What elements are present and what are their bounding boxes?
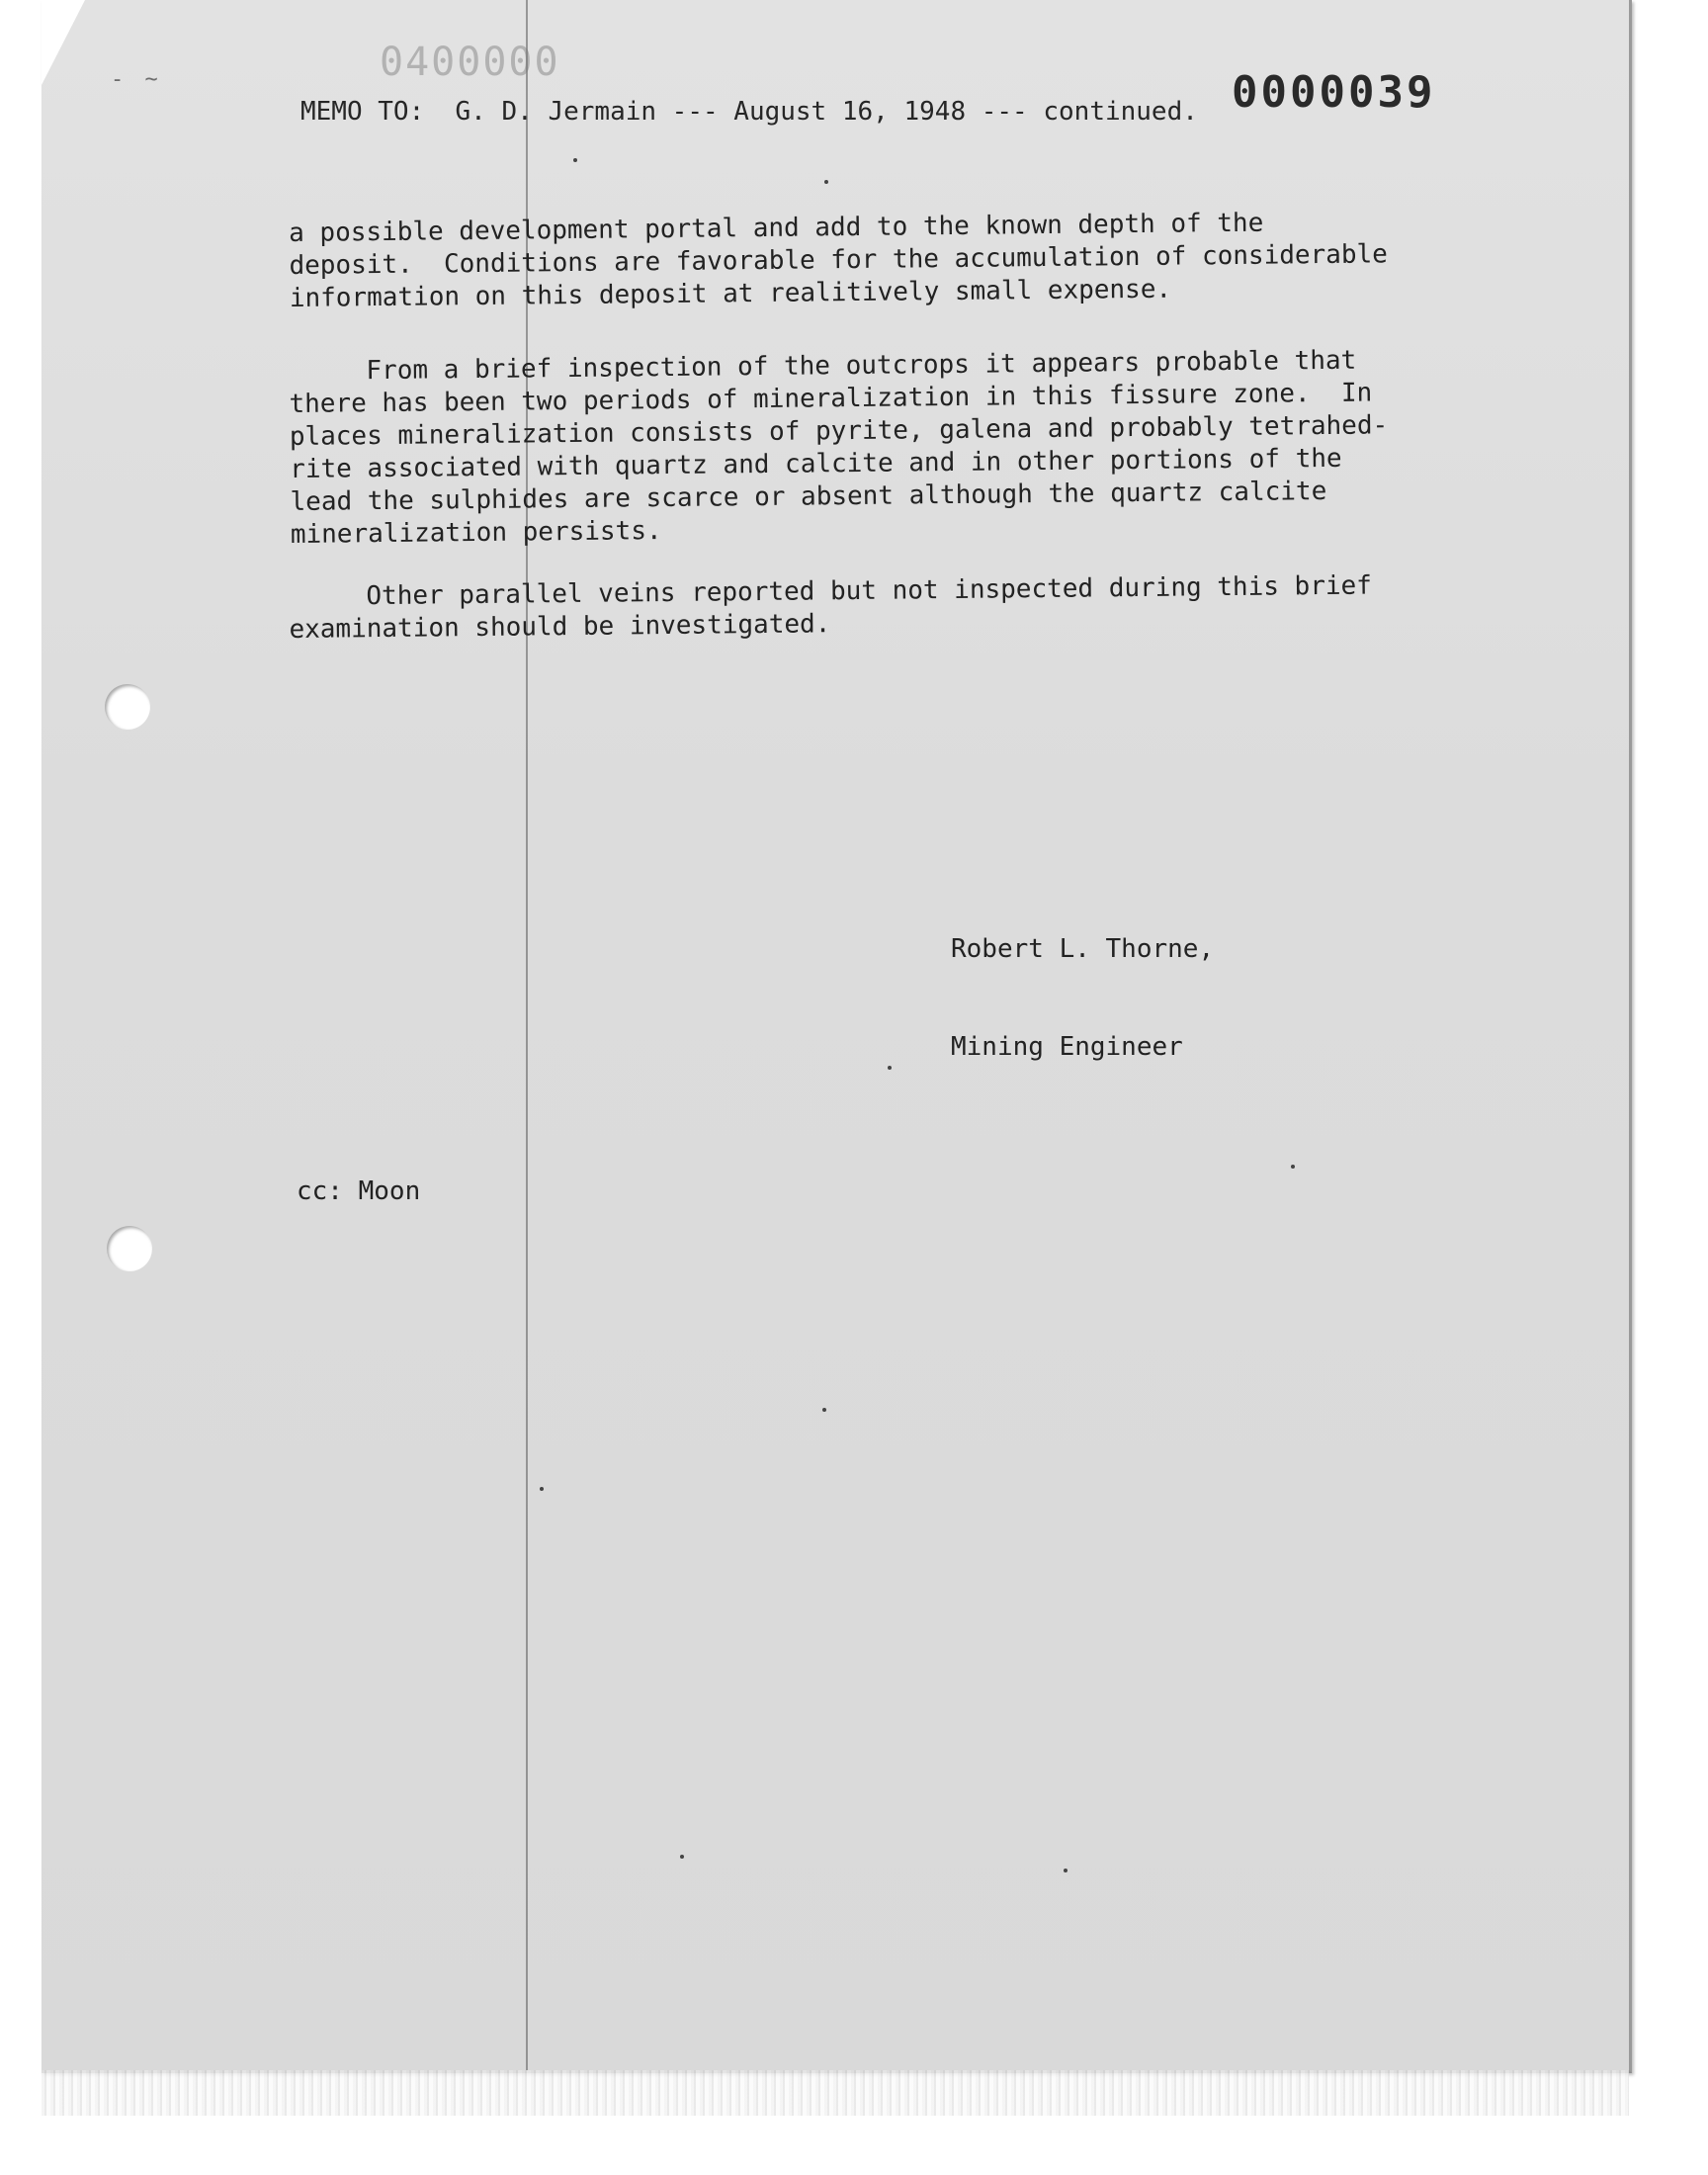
dust-speck — [573, 158, 577, 162]
page-stamp-number: 0000039 — [1232, 67, 1436, 118]
folded-corner — [42, 0, 85, 85]
punch-hole-upper — [105, 684, 150, 730]
dust-speck — [888, 1066, 892, 1070]
ink-smudge: - ~ — [111, 67, 162, 92]
signature-title: Mining Engineer — [951, 1032, 1183, 1062]
faded-page-number: 0400000 — [380, 40, 560, 85]
paragraph-1: a possible development portal and add to the known depth of the deposit. Conditions are favorable for the accumulation of considerable information on this deposit at realitively small expense. — [289, 208, 1388, 313]
dust-speck — [1291, 1165, 1295, 1169]
dust-speck — [680, 1855, 684, 1859]
scanner-edge-strip — [42, 2070, 1629, 2116]
dust-speck — [822, 1408, 826, 1412]
paragraph-3: Other parallel veins reported but not inspected during this brief examination should be investigated. — [289, 570, 1372, 645]
memo-header: MEMO TO: G. D. Jermain --- August 16, 1948 --- continued. — [300, 97, 1198, 127]
dust-speck — [824, 180, 828, 184]
signature-name: Robert L. Thorne, — [951, 934, 1215, 964]
dust-speck — [1064, 1869, 1068, 1872]
punch-hole-lower — [107, 1226, 152, 1271]
paragraph-2: From a brief inspection of the outcrops it appears probable that there has been two periods of mineralization in this fissure zone. In places mineralization consists of pyrite, galena and probably tetrahed- rite associated with quartz and calcite and in other portions of the lead the sulphides are scarce or absent although the quartz calcite mineralization persists. — [289, 345, 1389, 550]
document-page — [42, 0, 1632, 2073]
dust-speck — [540, 1487, 544, 1491]
cc-line: cc: Moon — [297, 1176, 421, 1206]
signature-block — [951, 868, 1214, 1129]
